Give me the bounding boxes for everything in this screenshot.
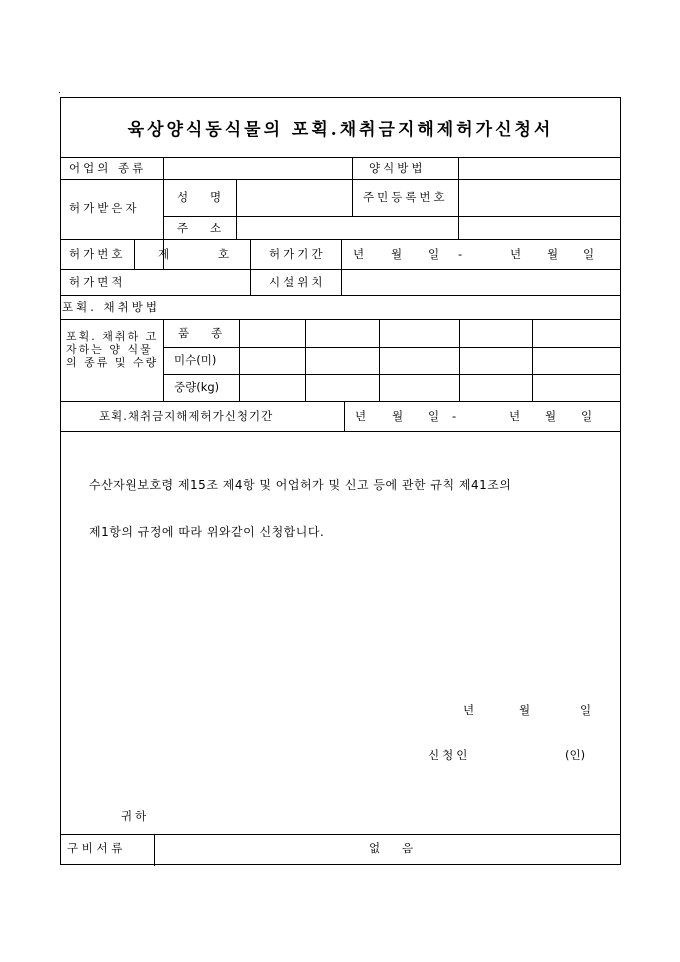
period-dash: - — [458, 247, 463, 261]
col-line — [352, 179, 353, 216]
col-line — [250, 239, 251, 295]
species-label: 포획. 채취하 고자하는 양 식물의 종류 및 수량 — [66, 330, 159, 369]
col-line — [236, 179, 237, 239]
period-year-1: 년 — [353, 247, 365, 261]
row-line — [163, 216, 620, 217]
req-month-1: 월 — [392, 409, 404, 423]
statement-line-1: 수산자원보호령 제15조 제4항 및 어업허가 및 신고 등에 관한 규칙 제41조의 — [89, 478, 512, 492]
col-line — [163, 319, 164, 401]
row-line — [61, 295, 620, 296]
req-day-2: 일 — [581, 409, 593, 423]
row-line — [61, 319, 620, 320]
culture-method-label: 양식방법 — [369, 161, 426, 175]
applicant-label: 신청인 — [428, 748, 471, 762]
attachments-value: 없 음 — [369, 841, 414, 855]
req-month-2: 월 — [545, 409, 557, 423]
col-line — [459, 319, 460, 401]
col-line — [341, 239, 342, 295]
col-line — [154, 834, 155, 866]
row-line — [163, 347, 620, 348]
req-year-2: 년 — [509, 409, 521, 423]
sign-month: 월 — [519, 703, 531, 717]
col-line — [239, 319, 240, 401]
period-day-2: 일 — [583, 247, 595, 261]
permit-period-label: 허가기간 — [269, 247, 326, 261]
name-label: 성 명 — [177, 190, 222, 204]
sign-year: 년 — [463, 703, 475, 717]
address-label: 주 소 — [177, 221, 222, 235]
seal-mark: (인) — [565, 748, 586, 762]
weight-label: 중량(kg) — [174, 380, 220, 394]
row-line — [163, 374, 620, 375]
count-label: 미수(미) — [174, 353, 217, 367]
sign-day: 일 — [580, 703, 592, 717]
form-title: 육상양식동식물의 포획.채취금지해제허가신청서 — [61, 98, 620, 158]
period-month-2: 월 — [547, 247, 559, 261]
col-line — [352, 157, 353, 179]
permit-no-label: 허가번호 — [69, 247, 126, 261]
recipient-label: 귀하 — [121, 809, 150, 823]
period-day-1: 일 — [428, 247, 440, 261]
application-form — [60, 97, 621, 865]
method-label: 포획. 채취방법 — [62, 300, 160, 314]
permit-no-ho: 호 — [218, 247, 230, 261]
col-line — [532, 319, 533, 401]
col-line — [458, 157, 459, 239]
row-line — [61, 431, 620, 432]
col-line — [379, 319, 380, 401]
statement-line-2: 제1항의 규정에 따라 위와같이 신청합니다. — [89, 525, 325, 539]
row-line — [61, 179, 620, 180]
row-line — [61, 401, 620, 402]
permittee-label: 허가받은자 — [69, 201, 140, 215]
col-line — [305, 319, 306, 401]
permit-area-label: 허가면적 — [69, 275, 126, 289]
req-dash: - — [452, 409, 457, 423]
period-month-1: 월 — [391, 247, 403, 261]
col-line — [344, 401, 345, 431]
resident-no-label: 주민등록번호 — [363, 190, 448, 204]
req-day-1: 일 — [428, 409, 440, 423]
req-year-1: 년 — [355, 409, 367, 423]
period-year-2: 년 — [510, 247, 522, 261]
fishery-type-label: 어업의 종류 — [69, 161, 147, 175]
request-period-label: 포획.채취금지해제허가신청기간 — [99, 409, 274, 423]
col-line — [134, 239, 135, 269]
facility-location-label: 시설위치 — [269, 275, 326, 289]
permit-no-je: 제 — [158, 247, 170, 261]
attachments-label: 구 비 서 류 — [67, 841, 123, 855]
corner-mark — [59, 92, 60, 93]
kind-label: 품 종 — [178, 326, 223, 340]
row-line — [61, 834, 620, 835]
